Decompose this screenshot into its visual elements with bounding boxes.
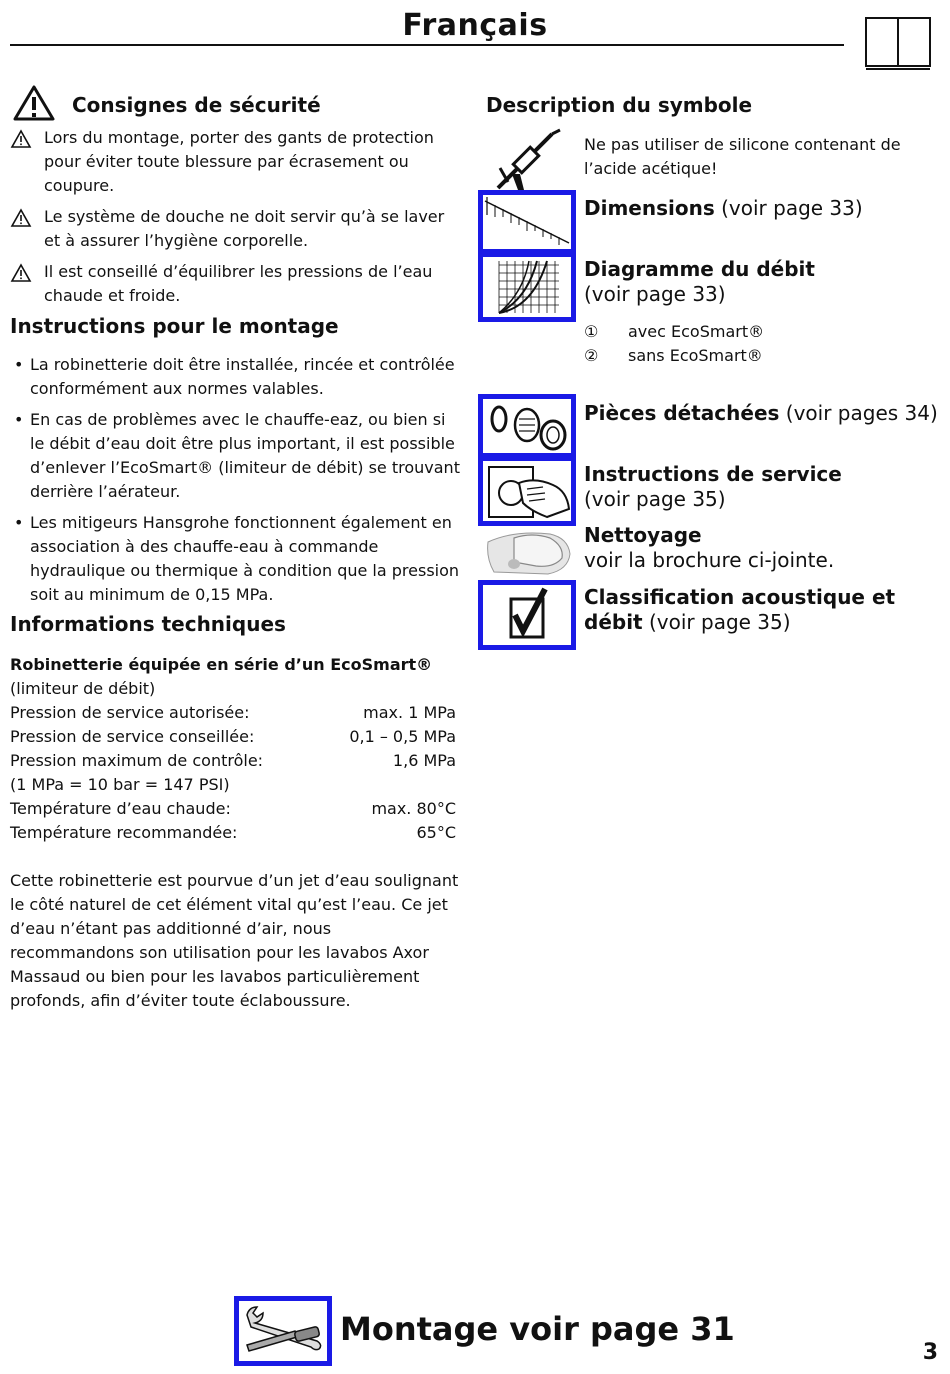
legend-number: ① bbox=[584, 322, 599, 341]
warning-small-icon bbox=[10, 263, 32, 283]
mounting-item-text: Les mitigeurs Hansgrohe fonctionnent également en association à des chauffe-eau à commande hydraulique ou thermique à condition que la pression soit au minimum de 0,15 MPa. bbox=[30, 513, 460, 604]
tools-icon bbox=[239, 1301, 327, 1361]
bullet-dot: • bbox=[14, 410, 24, 429]
spec-value: 1,6 MPa bbox=[392, 751, 456, 770]
flow-label: Diagramme du débit bbox=[584, 257, 815, 281]
parts-title bbox=[584, 401, 944, 425]
cleaning-label: Nettoyage bbox=[584, 523, 702, 547]
dimensions-ref: (voir page 33) bbox=[714, 196, 863, 220]
mounting-item-text: En cas de problèmes avec le chauffe-eaz, ou bien si le débit d’eau doit être plus important, il est possible d’enlever l’EcoSmart® (limiteur de débit) se trouvant derrière l’aérateur. bbox=[30, 410, 460, 501]
tech-sub-note: (limiteur de débit) bbox=[10, 679, 156, 698]
spec-row bbox=[10, 701, 456, 725]
spec-value: 65°C bbox=[416, 823, 456, 842]
service-hand-icon bbox=[483, 461, 571, 521]
bullet-dot: • bbox=[14, 355, 24, 374]
safety-item bbox=[10, 205, 460, 253]
mounting-heading: Instructions pour le montage bbox=[10, 314, 339, 338]
symbols-heading: Description du symbole bbox=[486, 93, 753, 117]
mounting-item-text: La robinetterie doit être installée, rincée et contrôlée conformément aux normes valables. bbox=[30, 355, 455, 398]
spec-row bbox=[10, 749, 456, 773]
checkmark-icon bbox=[483, 585, 571, 645]
silicone-gun-icon bbox=[490, 128, 570, 192]
tech-subheading: Robinetterie équipée en série d’un EcoSmart® bbox=[10, 655, 433, 674]
tech-paragraph: Cette robinetterie est pourvue d’un jet d’eau soulignant le côté naturel de cet élément vital qu’est l’eau. Ce jet d’eau n’étant pas additionné d’air, nous recommandons son utilisation pour les lavabos Axor Massaud ou bien pour les lavabos particulièrement profonds, afin d’éviter toute éclaboussure. bbox=[10, 871, 459, 1010]
ruler-icon bbox=[483, 195, 571, 249]
mounting-item bbox=[10, 408, 460, 504]
page-title: Français bbox=[402, 8, 548, 43]
spec-label: Pression de service conseillée: bbox=[10, 727, 255, 746]
warning-small-icon bbox=[10, 208, 32, 228]
cleaning-ref: voir la brochure ci-jointe. bbox=[584, 548, 835, 572]
spare-parts-icon bbox=[483, 399, 571, 453]
silicone-warning: Ne pas utiliser de silicone contenant de l’acide acétique! bbox=[584, 135, 901, 178]
dimensions-label: Dimensions bbox=[584, 196, 715, 220]
dimensions-icon-box bbox=[478, 190, 576, 254]
acoustic-ref-line bbox=[584, 610, 944, 634]
warning-small-icon bbox=[10, 129, 32, 149]
warning-triangle-icon bbox=[12, 84, 56, 122]
cleaning-title bbox=[584, 523, 944, 547]
montage-icon-box bbox=[234, 1296, 332, 1366]
parts-label: Pièces détachées bbox=[584, 401, 780, 425]
spec-label: (1 MPa = 10 bar = 147 PSI) bbox=[10, 775, 230, 794]
acoustic-label-2: débit bbox=[584, 610, 643, 634]
safety-item bbox=[10, 126, 460, 198]
flow-ref: (voir page 33) bbox=[584, 282, 726, 306]
spec-label: Pression de service autorisée: bbox=[10, 703, 250, 722]
header-rule bbox=[10, 44, 844, 46]
parts-icon-box bbox=[478, 394, 576, 458]
spec-row bbox=[10, 725, 456, 749]
service-ref: (voir page 35) bbox=[584, 487, 726, 511]
safety-item-text: Le système de douche ne doit servir qu’à se laver et à assurer l’hygiène corporelle. bbox=[44, 207, 445, 250]
mounting-item bbox=[10, 353, 460, 401]
legend-text: sans EcoSmart® bbox=[628, 346, 763, 365]
spec-row bbox=[10, 773, 456, 797]
flow-title bbox=[584, 257, 944, 281]
acoustic-ref: (voir page 35) bbox=[642, 610, 791, 634]
safety-item bbox=[10, 260, 460, 308]
legend-number: ② bbox=[584, 346, 599, 365]
spec-value: max. 80°C bbox=[371, 799, 456, 818]
legend-item bbox=[584, 344, 763, 368]
flow-diagram-icon bbox=[483, 257, 571, 317]
montage-link[interactable]: Montage voir page 31 bbox=[340, 1310, 735, 1348]
spec-row bbox=[10, 821, 456, 845]
acoustic-icon-box bbox=[478, 580, 576, 650]
book-icon bbox=[864, 16, 932, 72]
flow-icon-box bbox=[478, 252, 576, 322]
legend-text: avec EcoSmart® bbox=[628, 322, 765, 341]
acoustic-label: Classification acoustique et bbox=[584, 585, 896, 609]
spec-label: Température d’eau chaude: bbox=[10, 799, 231, 818]
spec-row bbox=[10, 797, 456, 821]
acoustic-title bbox=[584, 585, 944, 609]
safety-item-text: Il est conseillé d’équilibrer les pressions de l’eau chaude et froide. bbox=[44, 262, 433, 305]
parts-ref: (voir pages 34) bbox=[779, 401, 938, 425]
cleaning-cloth-icon bbox=[484, 524, 574, 580]
spec-value: 0,1 – 0,5 MPa bbox=[349, 727, 456, 746]
safety-heading: Consignes de sécurité bbox=[72, 93, 321, 117]
service-label: Instructions de service bbox=[584, 462, 842, 486]
spec-label: Pression maximum de contrôle: bbox=[10, 751, 264, 770]
tech-heading: Informations techniques bbox=[10, 612, 286, 636]
dimensions-title bbox=[584, 196, 944, 220]
spec-value: max. 1 MPa bbox=[363, 703, 456, 722]
service-title bbox=[584, 462, 944, 486]
safety-item-text: Lors du montage, porter des gants de protection pour éviter toute blessure par écrasement ou coupure. bbox=[44, 128, 434, 195]
legend-item bbox=[584, 320, 764, 344]
service-icon-box bbox=[478, 456, 576, 526]
page-number: 3 bbox=[922, 1340, 938, 1365]
bullet-dot: • bbox=[14, 513, 24, 532]
spec-label: Température recommandée: bbox=[10, 823, 238, 842]
mounting-item bbox=[10, 511, 460, 607]
